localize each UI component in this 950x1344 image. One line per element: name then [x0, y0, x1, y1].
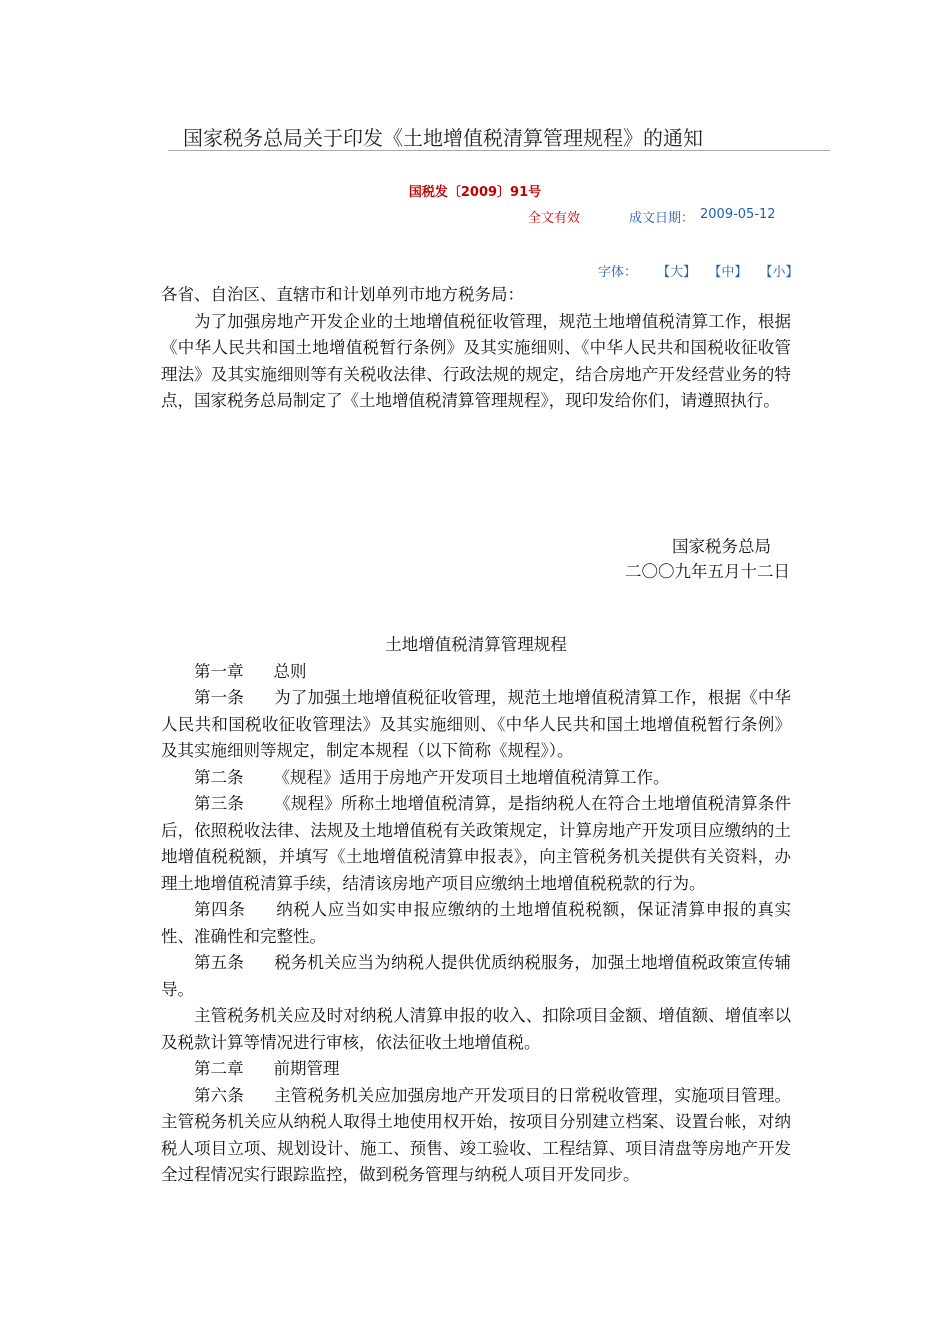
article-paragraph: 主管税务机关应及时对纳税人清算申报的收入、扣除项目金额、增值额、增值率以及税款计算等情况进行审核，依法征收土地增值税。	[161, 1006, 791, 1052]
chapter-name: 总则	[273, 661, 307, 681]
signature-date: 二〇〇九年五月十二日	[625, 562, 790, 581]
font-size-medium-link[interactable]: 【中】	[708, 265, 748, 280]
validity-status: 全文有效	[528, 211, 581, 226]
notice-paragraph: 为了加强房地产开发企业的土地增值税征收管理，规范土地增值税清算工作，根据《中华人民共和国土地增值税暂行条例》及其实施细则、《中华人民共和国税收征收管理法》及其实施细则等有关税收法律、行政法规的规定，结合房地产开发经营业务的特点，国家税务总局制定了《土地增值税清算管理规程》，现印发给你们，请遵照执行。	[161, 311, 791, 410]
article	[161, 765, 791, 792]
article	[161, 791, 791, 897]
chapter-name: 前期管理	[273, 1059, 340, 1078]
article-number: 第二条	[194, 767, 244, 787]
article	[161, 897, 791, 950]
article-number: 第四条	[194, 900, 246, 919]
issue-date-label: 成文日期：	[629, 211, 695, 226]
article-number: 第五条	[194, 953, 245, 972]
salutation: 各省、自治区、直辖市和计划单列市地方税务局：	[161, 285, 524, 304]
chapter-number: 第二章	[194, 1059, 244, 1078]
font-size-switcher	[598, 261, 798, 280]
article-text: 《规程》适用于房地产开发项目土地增值税清算工作。	[273, 767, 670, 787]
article	[161, 1083, 791, 1189]
font-size-label: 字体：	[598, 265, 638, 280]
chapter-heading	[161, 659, 791, 686]
article	[161, 950, 791, 1003]
article	[161, 685, 791, 765]
article-number: 第三条	[194, 794, 245, 813]
font-size-small-link[interactable]: 【小】	[759, 265, 799, 280]
article-text: 主管税务机关应加强房地产开发项目的日常税收管理，实施项目管理。主管税务机关应从纳税人取得土地使用权开始，按项目分别建立档案、设置台帐，对纳税人项目立项、规划设计、施工、预售、竣工验收、工程结算、项目清盘等房地产开发全过程情况实行跟踪监控，做到税务管理与纳税人项目开发同步。	[161, 1085, 792, 1184]
issue-date-value: 2009-05-12	[700, 207, 776, 222]
rules-title: 土地增值税清算管理规程	[385, 635, 567, 654]
article-text: 《规程》所称土地增值税清算，是指纳税人在符合土地增值税清算条件后，依照税收法律、法规及土地增值税有关政策规定，计算房地产开发项目应缴纳的土地增值税税额，并填写《土地增值税清算申报表》，向主管税务机关提供有关资料，办理土地增值税清算手续，结清该房地产项目应缴纳土地增值税税款的行为。	[161, 794, 792, 893]
chapter-heading	[161, 1056, 791, 1083]
article-text: 税务机关应当为纳税人提供优质纳税服务，加强土地增值税政策宣传辅导。	[161, 953, 792, 999]
article-text: 为了加强土地增值税征收管理，规范土地增值税清算工作，根据《中华人民共和国税收征收管理法》及其实施细则、《中华人民共和国土地增值税暂行条例》及其实施细则等规定，制定本规程（以下简称《规程》）。	[161, 688, 792, 760]
document-number: 国税发〔2009〕91号	[408, 185, 542, 200]
title-divider	[168, 150, 830, 151]
rules-body	[161, 632, 791, 1189]
article-text: 纳税人应当如实申报应缴纳的土地增值税税额，保证清算申报的真实性、准确性和完整性。	[161, 900, 792, 946]
signature-organization: 国家税务总局	[672, 537, 771, 556]
font-size-large-link[interactable]: 【大】	[657, 265, 697, 280]
article-number: 第一条	[194, 688, 245, 707]
chapter-number: 第一章	[194, 661, 244, 681]
article-number: 第六条	[194, 1085, 245, 1105]
notice-body	[161, 282, 791, 415]
page-title: 国家税务总局关于印发《土地增值税清算管理规程》的通知	[183, 126, 703, 150]
